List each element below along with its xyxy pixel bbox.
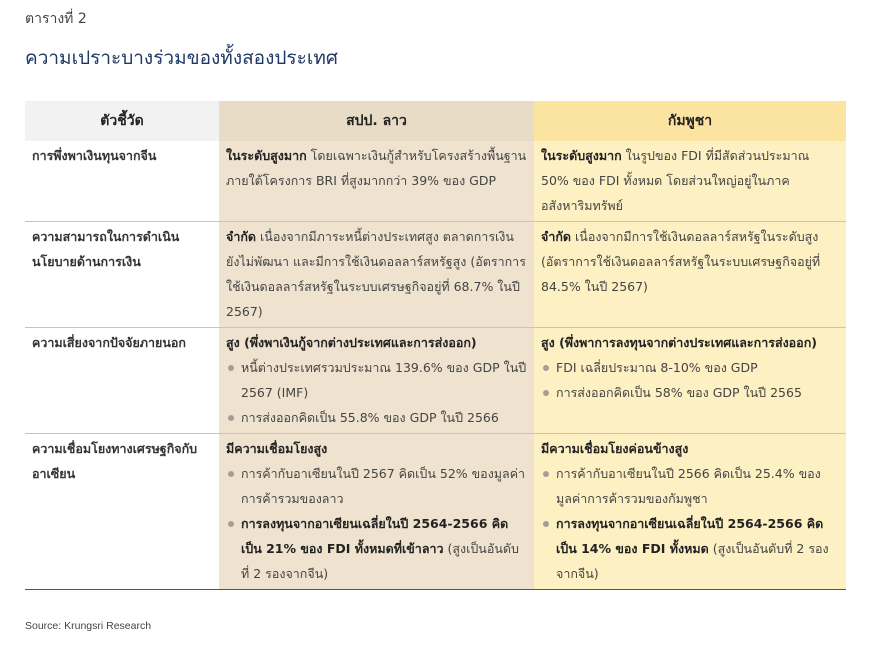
indicator-cell: การพึ่งพาเงินทุนจากจีน [25, 141, 219, 222]
bullet-list [226, 355, 527, 430]
cambodia-cell [534, 434, 846, 590]
table-row [25, 328, 846, 434]
list-item: FDI เฉลี่ยประมาณ 8-10% ของ GDP [541, 355, 839, 380]
cell-emphasis: จำกัด [541, 229, 572, 244]
cell-text: โดยเฉพาะเงินกู้สำหรับโครงสร้างพื้นฐานภายใต้โครงการ BRI ที่สูงมากกว่า 39% ของ GDP [226, 148, 527, 188]
cell-text: (สูงเป็นอันดับที่ 2 รองจากจีน) [241, 541, 519, 581]
cell-heading: สูง (พึ่งพาเงินกู้จากต่างประเทศและการส่งออก) [226, 335, 477, 350]
indicator-cell: ความสามารถในการดำเนินนโยบายด้านการเงิน [25, 222, 219, 328]
cell-text: (สูงเป็นอันดับที่ 2 รองจากจีน) [556, 541, 829, 581]
cell-text: ในรูปของ FDI ที่มีสัดส่วนประมาณ 50% ของ FDI ทั้งหมด โดยส่วนใหญ่อยู่ในภาคอสังหาริมทรัพย์ [541, 148, 810, 213]
list-item: การค้ากับอาเซียนในปี 2567 คิดเป็น 52% ของมูลค่าการค้ารวมของลาว [226, 461, 527, 511]
indicator-cell: ความเสี่ยงจากปัจจัยภายนอก [25, 328, 219, 434]
cell-heading: สูง (พึ่งพาการลงทุนจากต่างประเทศและการส่งออก) [541, 335, 817, 350]
cell-text: เนื่องจากมีภาระหนี้ต่างประเทศสูง ตลาดการเงินยังไม่พัฒนา และมีการใช้เงินดอลลาร์สหรัฐสูง (อัตราการใช้เงินดอลลาร์สหรัฐในระบบเศรษฐกิจอยู่ที่ 68.7% ในปี 2567) [226, 229, 526, 319]
list-item [541, 511, 839, 586]
bullet-list [541, 461, 839, 586]
table-row [25, 222, 846, 328]
list-item: การส่งออกคิดเป็น 58% ของ GDP ในปี 2565 [541, 380, 839, 405]
table-number: ตารางที่ 2 [25, 11, 87, 27]
indicator-cell: ความเชื่อมโยงทางเศรษฐกิจกับอาเซียน [25, 434, 219, 590]
source-note: Source: Krungsri Research [25, 620, 152, 632]
list-item: การค้ากับอาเซียนในปี 2566 คิดเป็น 25.4% ของมูลค่าการค้ารวมของกัมพูชา [541, 461, 839, 511]
laos-cell [219, 222, 534, 328]
header-row [25, 101, 846, 141]
bullet-list [226, 461, 527, 586]
cell-emphasis: ในระดับสูงมาก [541, 148, 622, 163]
cambodia-cell [534, 222, 846, 328]
column-header-laos: สปป. ลาว [219, 101, 534, 141]
table-row [25, 141, 846, 222]
bullet-list [541, 355, 839, 405]
cambodia-cell [534, 141, 846, 222]
cell-heading: มีความเชื่อมโยงสูง [226, 441, 328, 456]
comparison-table [25, 101, 846, 590]
list-item: การส่งออกคิดเป็น 55.8% ของ GDP ในปี 2566 [226, 405, 527, 430]
cell-emphasis: จำกัด [226, 229, 257, 244]
list-item: หนี้ต่างประเทศรวมประมาณ 139.6% ของ GDP ในปี 2567 (IMF) [226, 355, 527, 405]
cell-emphasis: การลงทุนจากอาเซียนเฉลี่ยในปี 2564-2566 คิดเป็น 21% ของ FDI ทั้งหมดที่เข้าลาว [241, 516, 509, 556]
laos-cell [219, 141, 534, 222]
cambodia-cell [534, 328, 846, 434]
cell-emphasis: ในระดับสูงมาก [226, 148, 307, 163]
column-header-indicator: ตัวชี้วัด [25, 101, 219, 141]
column-header-cambodia: กัมพูชา [534, 101, 846, 141]
cell-emphasis: การลงทุนจากอาเซียนเฉลี่ยในปี 2564-2566 คิดเป็น 14% ของ FDI ทั้งหมด [556, 516, 824, 556]
list-item [226, 511, 527, 586]
table-title: ความเปราะบางร่วมของทั้งสองประเทศ [25, 47, 338, 69]
laos-cell [219, 434, 534, 590]
cell-text: เนื่องจากมีการใช้เงินดอลลาร์สหรัฐในระดับสูง (อัตราการใช้เงินดอลลาร์สหรัฐในระบบเศรษฐกิจอยู่ที่ 84.5% ในปี 2567) [541, 229, 821, 294]
laos-cell [219, 328, 534, 434]
cell-heading: มีความเชื่อมโยงค่อนข้างสูง [541, 441, 689, 456]
table-row [25, 434, 846, 590]
